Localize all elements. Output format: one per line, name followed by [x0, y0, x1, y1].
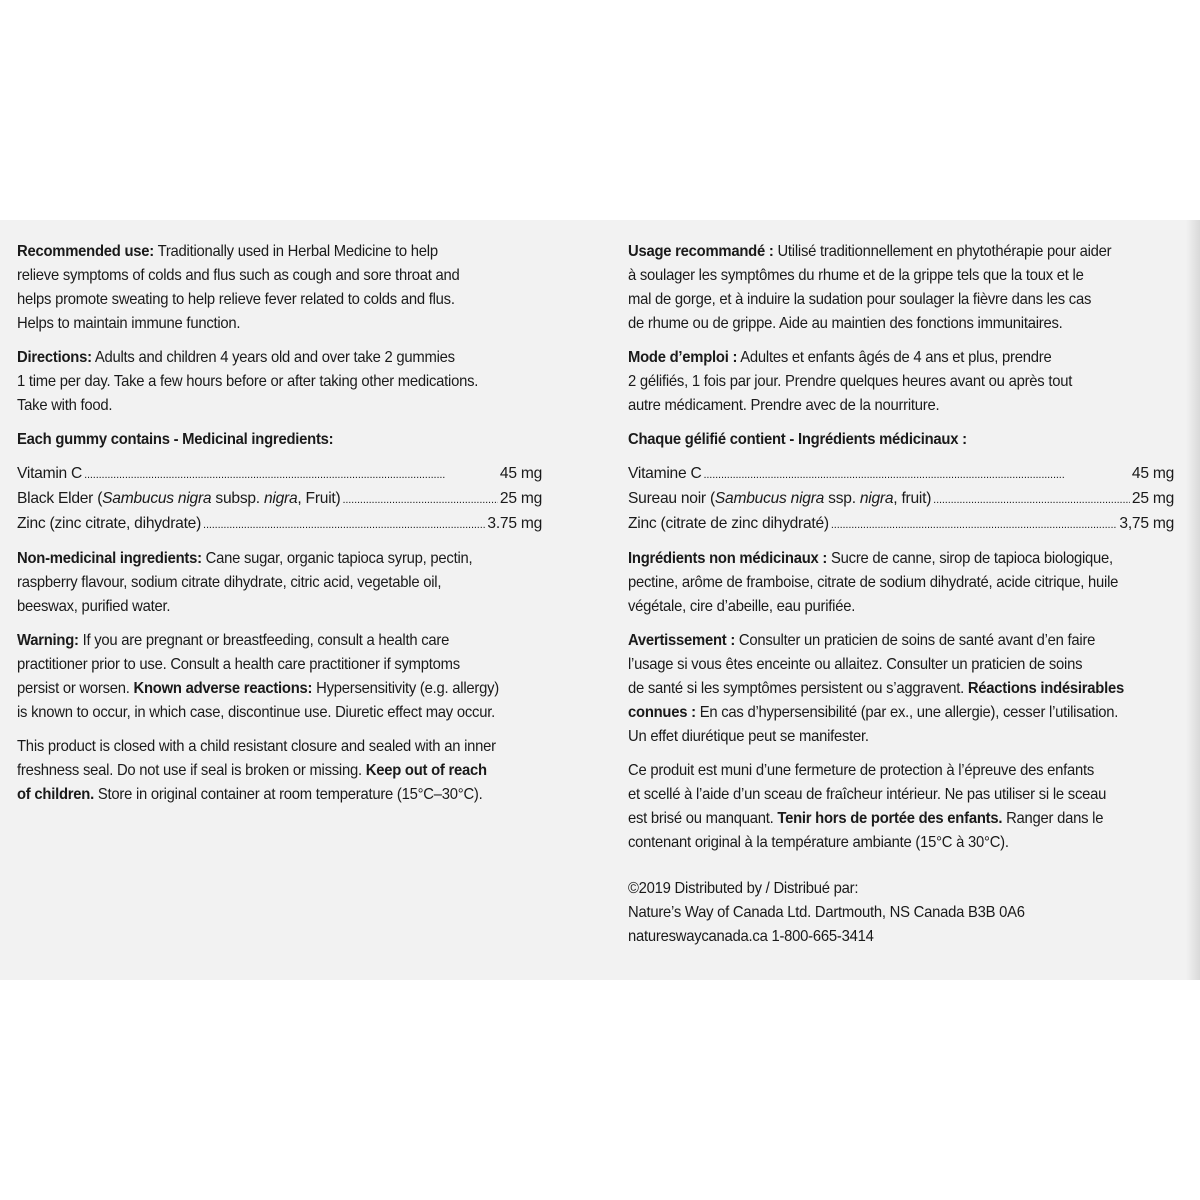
- text-line: Store in original container at room temperature (15°C–30°C).: [93, 786, 483, 803]
- ingredient-name: [628, 487, 931, 511]
- text-line: raspberry flavour, sodium citrate dihydrate, citric acid, vegetable oil,: [17, 574, 442, 591]
- medicinal-ingredients-table-en: [17, 462, 542, 537]
- directions-label-en: Directions:: [17, 349, 92, 366]
- panel-edge-shadow: [1186, 220, 1200, 980]
- ingredient-name: Vitamine C: [628, 465, 702, 482]
- keep-out-of-reach-en: Keep out of reach: [365, 762, 487, 779]
- text-line: 1 time per day. Take a few hours before or after taking other medications.: [17, 373, 479, 390]
- ingredient-row: [17, 462, 542, 487]
- keep-out-of-reach-en: of children.: [17, 786, 94, 803]
- recommended-use-label-fr: Usage recommandé :: [628, 243, 774, 260]
- english-column: [17, 240, 577, 817]
- text-line: Ranger dans le: [1002, 810, 1104, 827]
- warning-fr: [628, 629, 1185, 749]
- ingredient-latin-name: Sambucus nigra: [102, 490, 212, 507]
- text-line: Helps to maintain immune function.: [17, 315, 241, 332]
- warning-label-fr: Avertissement :: [628, 632, 736, 649]
- text-line: Adultes et enfants âgés de 4 ans et plus, prendre: [737, 349, 1052, 366]
- leader-dots: [831, 512, 1118, 537]
- adverse-reactions-label-en: Known adverse reactions:: [133, 680, 313, 697]
- recommended-use-en: [17, 240, 576, 336]
- text-line: Utilisé traditionnellement en phytothérapie pour aider: [773, 243, 1112, 260]
- ingredient-name-part: Black Elder (: [17, 490, 103, 507]
- french-column: [628, 240, 1186, 949]
- text-line: is known to occur, in which case, discontinue use. Diuretic effect may occur.: [17, 704, 495, 721]
- ingredient-name: [17, 487, 340, 511]
- text-line: végétale, cire d’abeille, eau purifiée.: [628, 598, 856, 615]
- text-line: Ce produit est muni d’une fermeture de protection à l’épreuve des enfants: [628, 762, 1095, 779]
- non-medicinal-ingredients-en: [17, 547, 576, 619]
- directions-en: [17, 346, 576, 418]
- text-line: freshness seal. Do not use if seal is broken or missing.: [17, 762, 366, 779]
- warning-label-en: Warning:: [17, 632, 79, 649]
- ingredient-amount: 45 mg: [499, 465, 542, 482]
- distributor-footer: [628, 877, 1158, 949]
- leader-dots: [203, 512, 485, 537]
- distributor-address: Nature’s Way of Canada Ltd. Dartmouth, NS Canada B3B 0A6: [628, 904, 1025, 921]
- ingredient-amount: 45 mg: [1131, 465, 1174, 482]
- text-line: En cas d’hypersensibilité (par ex., une allergie), cesser l’utilisation.: [695, 704, 1119, 721]
- text-line: mal de gorge, et à induire la sudation pour soulager la fièvre dans les cas: [628, 291, 1092, 308]
- directions-fr: [628, 346, 1185, 418]
- text-line: contenant original à la température ambiante (15°C à 30°C).: [628, 834, 1009, 851]
- medicinal-ingredients-table-fr: [628, 462, 1174, 537]
- text-line: Sucre de canne, sirop de tapioca biologique,: [827, 550, 1113, 567]
- ingredient-row: [17, 512, 542, 537]
- adverse-reactions-label-fr: connues :: [628, 704, 696, 721]
- adverse-reactions-label-fr: Réactions indésirables: [967, 680, 1124, 697]
- medicinal-ingredients-heading-fr: Chaque gélifié contient - Ingrédients médicinaux :: [628, 431, 967, 448]
- text-line: relieve symptoms of colds and flus such as cough and sore throat and: [17, 267, 460, 284]
- ingredient-latin-name: nigra: [859, 490, 894, 507]
- ingredient-name-part: subsp.: [211, 490, 264, 507]
- ingredient-name-part: Sureau noir (: [628, 490, 715, 507]
- text-line: This product is closed with a child resistant closure and sealed with an inner: [17, 738, 496, 755]
- leader-dots: [933, 487, 1130, 512]
- recommended-use-label-en: Recommended use:: [17, 243, 154, 260]
- label-panel: [0, 220, 1200, 980]
- text-line: de rhume ou de grippe. Aide au maintien des fonctions immunitaires.: [628, 315, 1063, 332]
- text-line: Take with food.: [17, 397, 113, 414]
- non-medicinal-label-fr: Ingrédients non médicinaux :: [628, 550, 828, 567]
- text-line: de santé si les symptômes persistent ou s’aggravent.: [628, 680, 968, 697]
- ingredient-name: Zinc (zinc citrate, dihydrate): [17, 515, 202, 532]
- ingredient-latin-name: Sambucus nigra: [714, 490, 825, 507]
- non-medicinal-ingredients-fr: [628, 547, 1185, 619]
- text-line: Un effet diurétique peut se manifester.: [628, 728, 869, 745]
- ingredient-amount: 3,75 mg: [1119, 515, 1174, 532]
- leader-dots: [342, 487, 497, 512]
- ingredient-name-part: , Fruit): [297, 490, 341, 507]
- leader-dots: [84, 462, 498, 487]
- text-line: à soulager les symptômes du rhume et de la grippe tels que la toux et le: [628, 267, 1084, 284]
- ingredient-name-part: ssp.: [824, 490, 860, 507]
- leader-dots: [703, 462, 1129, 487]
- text-line: beeswax, purified water.: [17, 598, 171, 615]
- closure-notice-en: [17, 735, 576, 807]
- distributor-contact: natureswaycanada.ca 1-800-665-3414: [628, 928, 874, 945]
- medicinal-ingredients-heading-en: Each gummy contains - Medicinal ingredients:: [17, 431, 334, 448]
- copyright-line: ©2019 Distributed by / Distribué par:: [628, 880, 859, 897]
- ingredient-row: [628, 462, 1174, 487]
- ingredient-amount: 25 mg: [499, 490, 542, 507]
- text-line: practitioner prior to use. Consult a health care practitioner if symptoms: [17, 656, 460, 673]
- text-line: pectine, arôme de framboise, citrate de sodium dihydraté, acide citrique, huile: [628, 574, 1119, 591]
- ingredient-amount: 3.75 mg: [487, 515, 542, 532]
- ingredient-name: Zinc (citrate de zinc dihydraté): [628, 515, 829, 532]
- text-line: est brisé ou manquant.: [628, 810, 778, 827]
- non-medicinal-label-en: Non-medicinal ingredients:: [17, 550, 202, 567]
- ingredient-row: [628, 487, 1174, 512]
- directions-label-fr: Mode d’emploi :: [628, 349, 738, 366]
- closure-notice-fr: [628, 759, 1185, 855]
- text-line: 2 gélifiés, 1 fois par jour. Prendre quelques heures avant ou après tout: [628, 373, 1073, 390]
- text-line: If you are pregnant or breastfeeding, consult a health care: [78, 632, 450, 649]
- text-line: Cane sugar, organic tapioca syrup, pectin,: [201, 550, 473, 567]
- keep-out-of-reach-fr: Tenir hors de portée des enfants.: [777, 810, 1003, 827]
- ingredient-row: [17, 487, 542, 512]
- warning-en: [17, 629, 576, 725]
- text-line: Adults and children 4 years old and over take 2 gummies: [91, 349, 455, 366]
- text-line: Traditionally used in Herbal Medicine to help: [153, 243, 438, 260]
- text-line: Hypersensitivity (e.g. allergy): [312, 680, 499, 697]
- text-line: autre médicament. Prendre avec de la nourriture.: [628, 397, 940, 414]
- ingredient-name: Vitamin C: [17, 465, 83, 482]
- text-line: et scellé à l’aide d’un sceau de fraîcheur intérieur. Ne pas utiliser si le sceau: [628, 786, 1107, 803]
- text-line: Consulter un praticien de soins de santé avant d’en faire: [735, 632, 1096, 649]
- ingredient-row: [628, 512, 1174, 537]
- text-line: helps promote sweating to help relieve fever related to colds and flus.: [17, 291, 455, 308]
- ingredient-amount: 25 mg: [1131, 490, 1174, 507]
- text-line: persist or worsen.: [17, 680, 134, 697]
- ingredient-name-part: , fruit): [893, 490, 932, 507]
- ingredient-latin-name: nigra: [263, 490, 298, 507]
- recommended-use-fr: [628, 240, 1185, 336]
- text-line: l’usage si vous êtes enceinte ou allaitez. Consulter un praticien de soins: [628, 656, 1083, 673]
